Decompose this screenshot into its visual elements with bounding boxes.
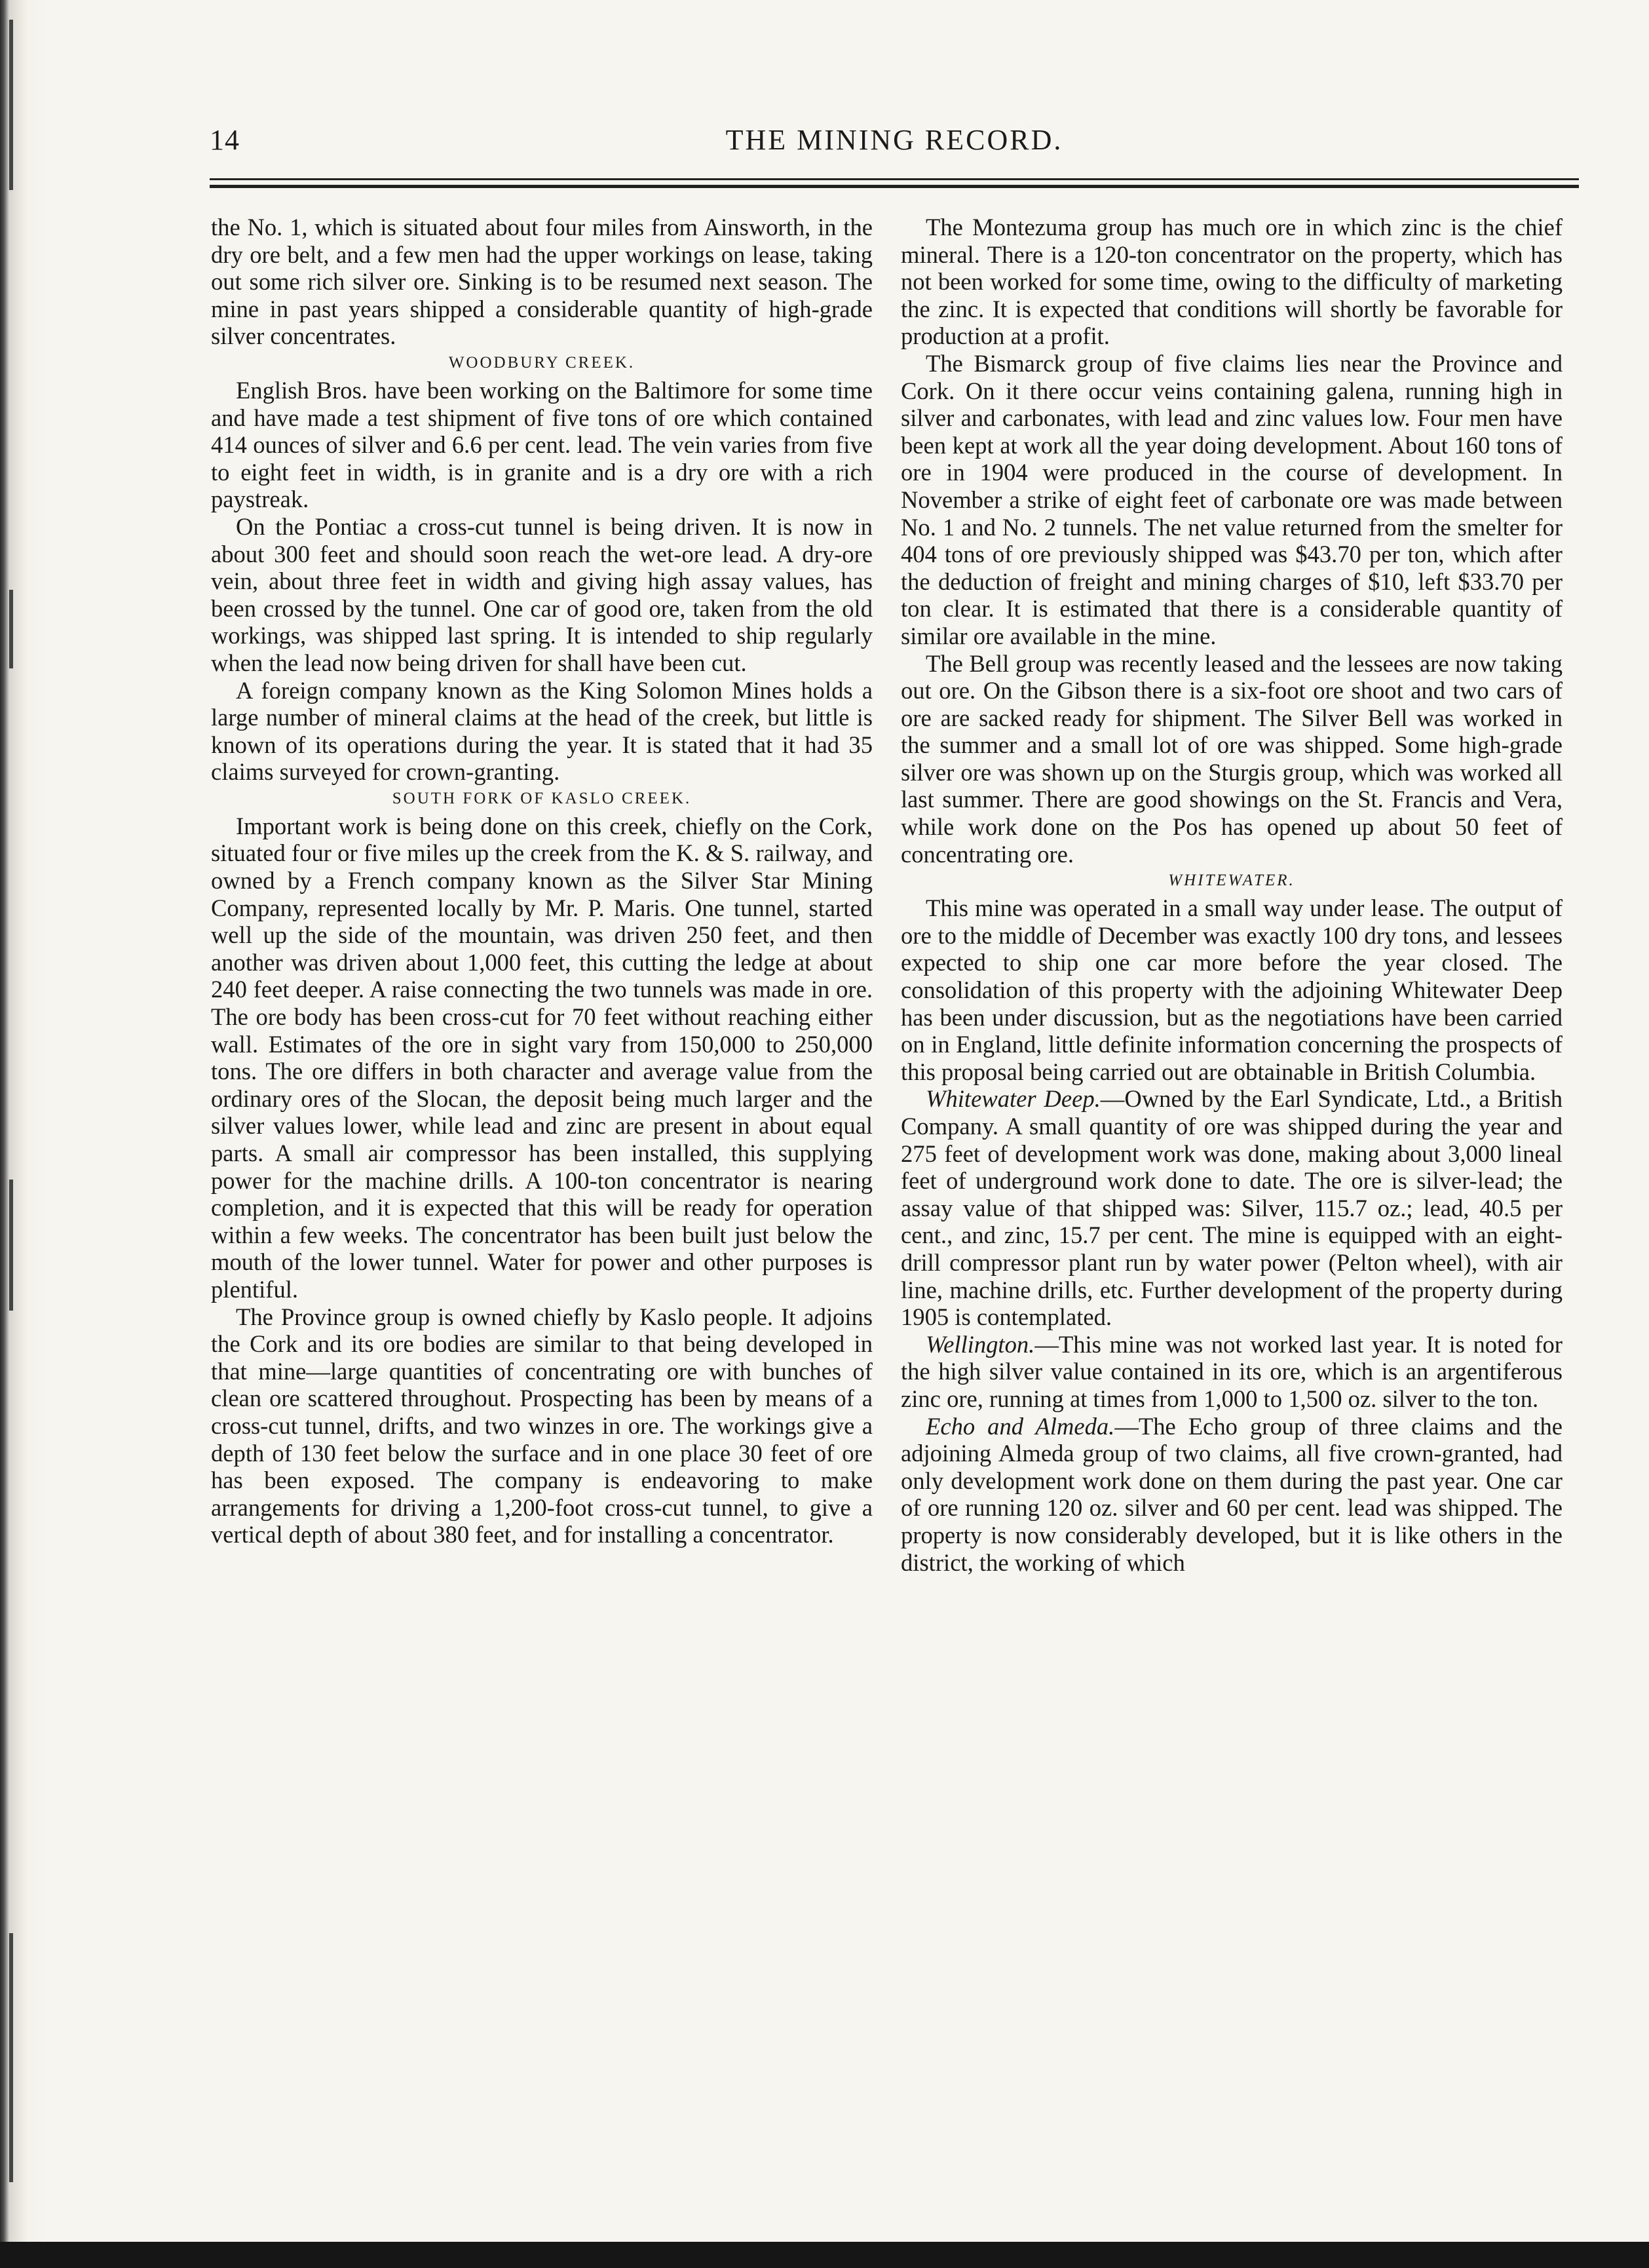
paragraph-body: —The Echo group of three claims and the adjoining Almeda group of two claims, all five crown-granted, had only development work done on them during the past year. One car of ore running 120 oz. silver and 60 per cent. lead was shipped. The property is now considerably developed, but it is like others in the district, the working of which: [901, 1412, 1563, 1576]
paragraph: the No. 1, which is situated about four miles from Ainsworth, in the dry ore belt, and a few men had the upper workings on lease, taking out some rich silver ore. Sinking is to be resumed next season. The mine in past years shipped a considerable quantity of high-grade silver concentrates.: [211, 214, 873, 350]
paragraph: The Montezuma group has much ore in which zinc is the chief mineral. There is a 120-ton concentrator on the property, which has not been worked for some time, owing to the difficulty of marketing the zinc. It is expected that conditions will shortly be favorable for production at a profit.: [901, 214, 1563, 350]
page-header: [210, 123, 1579, 163]
paragraph: On the Pontiac a cross-cut tunnel is being driven. It is now in about 300 feet and should soon reach the wet-ore lead. A dry-ore vein, about three feet in width and giving high assay values, has been crossed by the tunnel. One car of good ore, taken from the old workings, was shipped last spring. It is intended to ship regularly when the lead now being driven for shall have been cut.: [211, 512, 873, 676]
section-heading: WHITEWATER.: [1168, 872, 1295, 890]
paragraph-lead: Echo and Almeda.: [926, 1412, 1115, 1440]
binding-mark: [9, 590, 13, 668]
paragraph: A foreign company known as the King Solomon Mines holds a large number of mineral claims at the head of the creek, but little is known of its operations during the year. It is stated that it had 35 claims surveyed for crown-granting.: [211, 676, 873, 786]
paragraph-lead: Whitewater Deep.: [926, 1085, 1101, 1113]
paragraph: [901, 1413, 1563, 1577]
scan-bottom-edge: [0, 2242, 1649, 2268]
binding-mark: [9, 1180, 13, 1311]
paragraph: English Bros. have been working on the Baltimore for some time and have made a test shipment of five tons of ore which contained 414 ounces of silver and 6.6 per cent. lead. The vein varies from five to eight feet in width, is in granite and is a dry ore with a rich paystreak.: [211, 376, 873, 513]
section-heading: WOODBURY CREEK.: [448, 353, 635, 372]
paragraph: Important work is being done on this creek, chiefly on the Cork, situated four or five miles up the creek from the K. & S. railway, and owned by a French company known as the Silver Star Mining Company, represented locally by Mr. P. Maris. One tunnel, started well up the side of the mountain, was driven 250 feet, and then another was driven about 1,000 feet, this cutting the ledge at about 240 feet deeper. A raise connecting the two tunnels was made in ore. The ore body has been cross-cut for 70 feet without reaching either wall. Estimates of the ore in sight vary from 150,000 to 250,000 tons. The ore differs in both character and average value from the ordinary ores of the Slocan, the deposit being much larger and the silver values lower, while lead and zinc are present in about equal parts. A small air compressor has been installed, this supplying power for the machine drills. A 100-ton concentrator is nearing completion, and it is expected that this will be ready for operation within a few weeks. The concentrator has been built just below the mouth of the lower tunnel. Water for power and other purposes is plentiful.: [211, 812, 873, 1303]
paragraph: The Bismarck group of five claims lies near the Province and Cork. On it there occur veins containing galena, running high in silver and carbonates, with lead and zinc values low. Four men have been kept at work all the year doing development. About 160 tons of ore in 1904 were produced in the course of development. In November a strike of eight feet of carbonate ore was made between No. 1 and No. 2 tunnels. The net value returned from the smelter for 404 tons of ore previously shipped was $43.70 per ton, which after the deduction of freight and mining charges of $10, left $33.70 per ton clear. It is estimated that there is a considerable quantity of similar ore available in the mine.: [901, 349, 1563, 649]
left-column: [211, 214, 873, 1548]
header-rule: [210, 185, 1579, 188]
paragraph-body: —Owned by the Earl Syndicate, Ltd., a British Company. A small quantity of ore was shipped during the year and 275 feet of development work was done, making about 3,000 lineal feet of underground work done to date. The ore is silver-lead; the assay value of that shipped was: Silver, 115.7 oz.; lead, 40.5 per cent., and zinc, 15.7 per cent. The mine is equipped with an eight-drill compressor plant run by water power (Pelton wheel), with air line, machine drills, etc. Further development of the property during 1905 is contemplated.: [901, 1085, 1563, 1331]
paragraph: This mine was operated in a small way under lease. The output of ore to the middle of December was exactly 100 dry tons, and lessees expected to ship one car more before the year closed. The consolidation of this property with the adjoining Whitewater Deep has been under discussion, but as the negotiations have been carried on in England, little definite information concerning the prospects of this proposal being carried out are obtainable in British Columbia.: [901, 894, 1563, 1085]
paragraph: [901, 1085, 1563, 1330]
running-title: THE MINING RECORD.: [725, 124, 1063, 156]
right-column: [901, 214, 1563, 1576]
paragraph-body: —This mine was not worked last year. It is noted for the high silver value contained in its ore, which is an argentiferous zinc ore, running at times from 1,000 to 1,500 oz. silver to the ton.: [901, 1330, 1563, 1412]
page-number: 14: [210, 124, 240, 156]
header-rule: [210, 178, 1579, 180]
paragraph: [901, 1331, 1563, 1413]
section-heading: SOUTH FORK OF KASLO CREEK.: [392, 789, 692, 807]
binding-mark: [9, 20, 13, 190]
page-binding-edge: [0, 0, 46, 2268]
paragraph: The Bell group was recently leased and the lessees are now taking out ore. On the Gibson there is a six-foot ore shoot and two cars of ore are sacked ready for shipment. The Silver Bell was worked in the summer and a small lot of ore was shipped. Some high-grade silver ore was shown up on the Sturgis group, which was worked all last summer. There are good showings on the St. Francis and Vera, while work done on the Pos has opened up about 50 feet of concentrating ore.: [901, 649, 1563, 868]
paragraph: The Province group is owned chiefly by Kaslo people. It adjoins the Cork and its ore bodies are similar to that being developed in that mine—large quantities of concentrating ore with bunches of clean ore scattered throughout. Prospecting has been by means of a cross-cut tunnel, drifts, and two winzes in ore. The workings give a depth of 130 feet below the surface and in one place 30 feet of ore has been exposed. The company is endeavoring to make arrangements for driving a 1,200-foot cross-cut tunnel, to give a vertical depth of about 380 feet, and for installing a concentrator.: [211, 1303, 873, 1548]
binding-mark: [9, 1933, 13, 2182]
paragraph-lead: Wellington.: [926, 1330, 1035, 1358]
